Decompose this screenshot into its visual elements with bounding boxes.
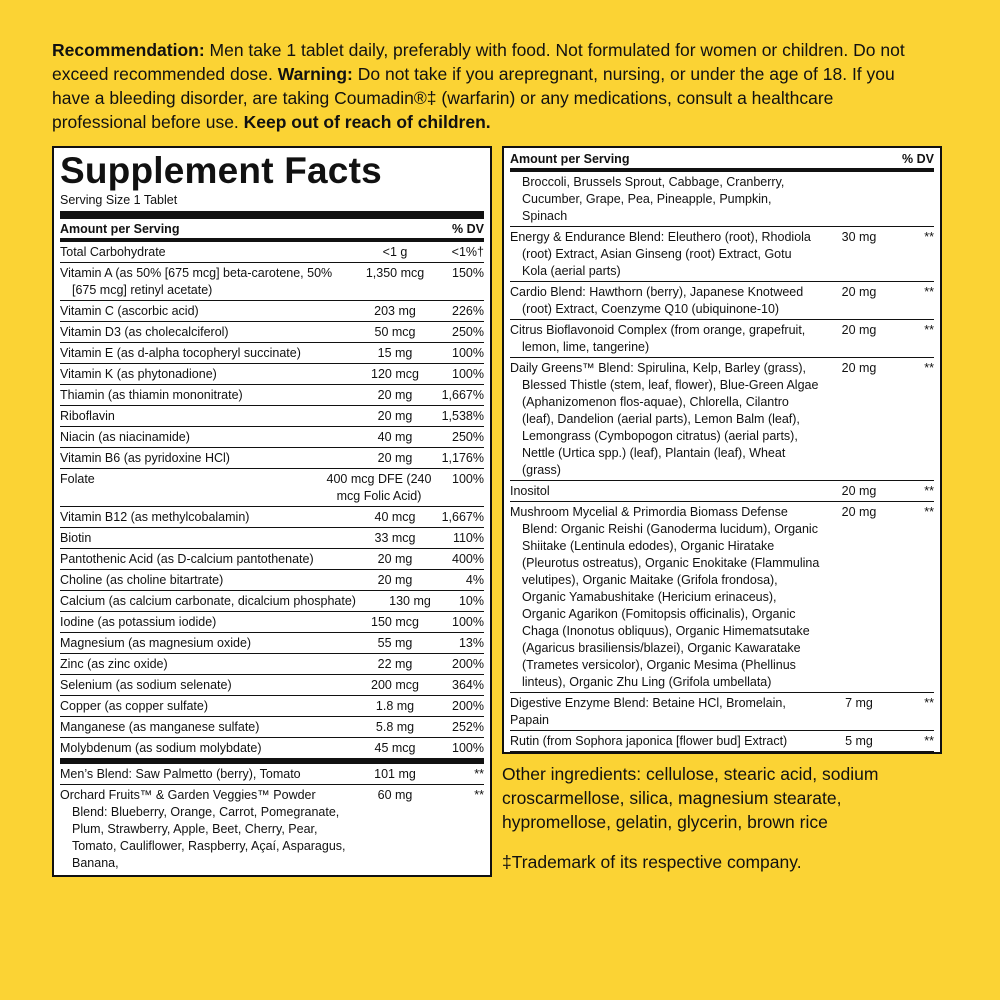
table-row bbox=[510, 481, 934, 502]
amount-value: 20 mg bbox=[841, 361, 877, 375]
dv-value: ** bbox=[924, 230, 934, 244]
table-row bbox=[60, 549, 484, 570]
dv-header: % DV bbox=[452, 222, 484, 236]
nutrient-name: Selenium (as sodium selenate) bbox=[60, 678, 232, 692]
amount-value: 150 mcg bbox=[371, 615, 419, 629]
nutrient-name: Vitamin B12 (as methylcobalamin) bbox=[60, 510, 250, 524]
nutrient-name: Cardio Blend: Hawthorn (berry), Japanese Knotweed (root) Extract, Coenzyme Q10 (ubiquinone-10) bbox=[510, 285, 804, 316]
table-row bbox=[60, 591, 484, 612]
nutrient-name: Molybdenum (as sodium molybdate) bbox=[60, 741, 262, 755]
dv-value: ** bbox=[924, 696, 934, 710]
table-row bbox=[60, 570, 484, 591]
table-row bbox=[60, 764, 484, 785]
amount-value: 5.8 mg bbox=[375, 720, 415, 734]
nutrient-name: Vitamin K (as phytonadione) bbox=[60, 367, 217, 381]
amount-value: 20 mg bbox=[841, 505, 877, 519]
nutrient-name: Magnesium (as magnesium oxide) bbox=[60, 636, 252, 650]
amount-value: 45 mcg bbox=[374, 741, 416, 755]
dv-value: 400% bbox=[452, 552, 484, 566]
table-header bbox=[60, 219, 484, 242]
nutrient-name: Choline (as choline bitartrate) bbox=[60, 573, 224, 587]
table-row bbox=[60, 364, 484, 385]
table-row bbox=[60, 696, 484, 717]
amount-value: 20 mg bbox=[377, 409, 413, 423]
table-row bbox=[60, 242, 484, 263]
dv-value: 200% bbox=[452, 657, 484, 671]
warning-text: Do not take if you arepregnant, nursing, or under the age of 18. If you have a bleeding disorder, are taking Coumadin®‡ (warfarin) or any medications, consult a healthcare professional before use. bbox=[52, 64, 895, 132]
nutrient-name: Broccoli, Brussels Sprout, Cabbage, Cranberry, Cucumber, Grape, Pea, Pineapple, Pumpkin, Spinach bbox=[522, 175, 785, 223]
table-row bbox=[60, 406, 484, 427]
supplement-facts-title: Supplement Facts bbox=[60, 150, 382, 191]
table-row bbox=[60, 322, 484, 343]
nutrient-name: Inositol bbox=[510, 484, 550, 498]
recommendation-label: Recommendation: bbox=[52, 40, 205, 60]
amount-value: 120 mcg bbox=[371, 367, 419, 381]
nutrient-name: Folate bbox=[60, 472, 95, 486]
nutrient-name: Vitamin B6 (as pyridoxine HCl) bbox=[60, 451, 230, 465]
warning-label: Warning: bbox=[277, 64, 353, 84]
amount-value: 7 mg bbox=[845, 696, 873, 710]
dv-value: 100% bbox=[452, 367, 484, 381]
amount-value: 20 mg bbox=[377, 451, 413, 465]
dv-value: ** bbox=[924, 323, 934, 337]
amount-value: 20 mg bbox=[841, 484, 877, 498]
table-row bbox=[60, 675, 484, 696]
amount-value: 50 mcg bbox=[374, 325, 416, 339]
table-row bbox=[510, 227, 934, 282]
dv-value: ** bbox=[924, 734, 934, 748]
amount-header: Amount per Serving bbox=[510, 152, 630, 166]
dv-value: 1,667% bbox=[441, 510, 484, 524]
table-row bbox=[60, 654, 484, 675]
dv-value: 10% bbox=[458, 594, 484, 608]
table-row bbox=[60, 448, 484, 469]
dv-value: 110% bbox=[452, 531, 484, 545]
dv-value: 100% bbox=[452, 472, 484, 486]
amount-value: 101 mg bbox=[374, 767, 416, 781]
table-row bbox=[60, 507, 484, 528]
amount-value: 1,350 mcg bbox=[365, 266, 425, 280]
recommendation-paragraph bbox=[52, 38, 932, 134]
trademark-note: ‡Trademark of its respective company. bbox=[502, 852, 802, 872]
nutrient-name: Daily Greens™ Blend: Spirulina, Kelp, Barley (grass), Blessed Thistle (stem, leaf, flower), Blue-Green Algae (Aphanizomenon flos-aquae), Chlorella, Cilantro (leaf), Dandelion (aerial parts), Lemon Balm (leaf), Lemongrass (Cymbopogon citratus) (aerial parts), Nettle (Urtica spp.) (leaf), Plantain (leaf), Wheat (grass) bbox=[510, 361, 819, 477]
nutrient-name: Zinc (as zinc oxide) bbox=[60, 657, 168, 671]
dv-value: 1,176% bbox=[441, 451, 484, 465]
dv-value: 252% bbox=[452, 720, 484, 734]
table-row bbox=[60, 301, 484, 322]
dv-value: 1,538% bbox=[441, 409, 484, 423]
amount-value: 203 mg bbox=[374, 304, 416, 318]
amount-value: 22 mg bbox=[377, 657, 413, 671]
dv-value: 226% bbox=[452, 304, 484, 318]
dv-value: <1%† bbox=[451, 245, 484, 259]
nutrient-name: Vitamin D3 (as cholecalciferol) bbox=[60, 325, 229, 339]
amount-value: 20 mg bbox=[841, 323, 877, 337]
nutrient-name: Iodine (as potassium iodide) bbox=[60, 615, 217, 629]
amount-value: 200 mcg bbox=[371, 678, 419, 692]
amount-header: Amount per Serving bbox=[60, 222, 180, 236]
table-row bbox=[510, 752, 934, 754]
table-row bbox=[510, 693, 934, 731]
nutrient-name: Thiamin (as thiamin mononitrate) bbox=[60, 388, 243, 402]
dv-value: ** bbox=[474, 788, 484, 802]
amount-value: 400 mcg DFE (240 mcg Folic Acid) bbox=[326, 472, 432, 503]
table-row bbox=[60, 612, 484, 633]
nutrient-name: Mushroom Mycelial & Primordia Biomass Defense Blend: Organic Reishi (Ganoderma lucidum), Organic Shiitake (Lentinula edodes), Organic Hiratake (Pleurotus ostreatus), Organic Enokitake (Flammulina velutipes), Organic Maitake (Grifola frondosa), Organic Yamabushitake (Hericium erinaceus), Organic Agarikon (Fomitopsis officinalis), Organic Chaga (Inonotus obliquus), Organic Himematsutake (Agaricus brasiliensis/blazei), Organic Kawaratake (Trametes versicolor), Organic Mesima (Phellinus linteus), Organic Zhu Ling (Grifola umbellata) bbox=[510, 505, 820, 689]
table-row bbox=[510, 320, 934, 358]
amount-value: 33 mcg bbox=[374, 531, 416, 545]
dv-value: ** bbox=[924, 361, 934, 375]
amount-value: 40 mcg bbox=[374, 510, 416, 524]
nutrient-name: Vitamin A (as 50% [675 mcg] beta-carotene, 50% [675 mcg] retinyl acetate) bbox=[60, 266, 333, 297]
recommendation-text: Men take 1 tablet daily, preferably with food. Not formulated for women or children. Do not exceed recommended dose. bbox=[52, 40, 905, 84]
amount-value: 30 mg bbox=[841, 230, 877, 244]
nutrient-name: Energy & Endurance Blend: Eleuthero (root), Rhodiola (root) Extract, Asian Ginseng (root) Extract, Gotu Kola (aerial parts) bbox=[510, 230, 811, 278]
nutrient-name: Pantothenic Acid (as D-calcium pantothenate) bbox=[60, 552, 314, 566]
table-row bbox=[510, 358, 934, 481]
keep-out-label: Keep out of reach of children. bbox=[243, 112, 491, 132]
table-row bbox=[510, 502, 934, 693]
nutrient-name: Men’s Blend: Saw Palmetto (berry), Tomato bbox=[60, 767, 301, 781]
amount-value: 15 mg bbox=[377, 346, 413, 360]
table-row bbox=[60, 427, 484, 448]
supplement-facts-panel-left bbox=[52, 146, 492, 877]
dv-value: 100% bbox=[452, 346, 484, 360]
dv-value: 364% bbox=[452, 678, 484, 692]
other-ingredients: Other ingredients: cellulose, stearic acid, sodium croscarmellose, silica, magnesium stearate, hypromellose, gelatin, glycerin, brown rice bbox=[502, 764, 879, 832]
amount-value: 55 mg bbox=[377, 636, 413, 650]
table-row bbox=[60, 633, 484, 654]
table-header bbox=[510, 148, 934, 172]
table-row bbox=[60, 263, 484, 301]
nutrient-name: Manganese (as manganese sulfate) bbox=[60, 720, 260, 734]
dv-value: 100% bbox=[452, 615, 484, 629]
nutrient-name: Orchard Fruits™ & Garden Veggies™ Powder Blend: Blueberry, Orange, Carrot, Pomegranate, Plum, Strawberry, Apple, Beet, Cherry, Pear, Tomato, Cauliflower, Raspberry, Açaí, Asparagus, Banana, bbox=[60, 788, 346, 870]
table-row bbox=[60, 528, 484, 549]
serving-size: Serving Size 1 Tablet bbox=[60, 191, 484, 219]
nutrient-name: Niacin (as niacinamide) bbox=[60, 430, 190, 444]
nutrient-name: Calcium (as calcium carbonate, dicalcium phosphate) bbox=[60, 594, 356, 608]
table-row bbox=[60, 785, 484, 873]
nutrient-name: Citrus Bioflavonoid Complex (from orange, grapefruit, lemon, lime, tangerine) bbox=[510, 323, 806, 354]
dv-value: 100% bbox=[452, 741, 484, 755]
dv-value: ** bbox=[924, 285, 934, 299]
nutrient-name: Riboflavin bbox=[60, 409, 115, 423]
amount-value: 130 mg bbox=[389, 594, 431, 608]
table-row bbox=[60, 738, 484, 764]
table-row bbox=[510, 172, 934, 227]
amount-value: 5 mg bbox=[845, 734, 873, 748]
amount-value: 20 mg bbox=[841, 285, 877, 299]
nutrient-name: Vitamin C (ascorbic acid) bbox=[60, 304, 199, 318]
table-row bbox=[60, 469, 484, 507]
dv-value: ** bbox=[924, 484, 934, 498]
dv-header: % DV bbox=[902, 152, 934, 166]
dv-value: 200% bbox=[452, 699, 484, 713]
nutrient-name: Biotin bbox=[60, 531, 92, 545]
table-row bbox=[60, 385, 484, 406]
nutrient-name: Total Carbohydrate bbox=[60, 245, 166, 259]
nutrient-name: Vitamin E (as d-alpha tocopheryl succinate) bbox=[60, 346, 301, 360]
dv-value: ** bbox=[924, 505, 934, 519]
dv-value: 4% bbox=[465, 573, 484, 587]
nutrient-name: Copper (as copper sulfate) bbox=[60, 699, 208, 713]
supplement-facts-panel-right bbox=[502, 146, 942, 754]
dv-value bbox=[894, 174, 934, 225]
table-row bbox=[510, 731, 934, 752]
amount-value: 20 mg bbox=[377, 552, 413, 566]
nutrient-name: Digestive Enzyme Blend: Betaine HCl, Bromelain, Papain bbox=[510, 696, 786, 727]
dv-value: 1,667% bbox=[441, 388, 484, 402]
dv-value: 13% bbox=[458, 636, 484, 650]
dv-value: 150% bbox=[452, 266, 484, 280]
dv-value: ** bbox=[474, 767, 484, 781]
amount-value: 20 mg bbox=[377, 573, 413, 587]
dv-value: 250% bbox=[452, 430, 484, 444]
amount-value: 40 mg bbox=[377, 430, 413, 444]
amount-value: 60 mg bbox=[377, 788, 413, 802]
amount-value bbox=[824, 174, 894, 225]
amount-value: 20 mg bbox=[377, 388, 413, 402]
table-row bbox=[60, 717, 484, 738]
table-row bbox=[60, 343, 484, 364]
amount-value: <1 g bbox=[382, 245, 408, 259]
dv-value: 250% bbox=[452, 325, 484, 339]
nutrient-name: Rutin (from Sophora japonica [flower bud] Extract) bbox=[510, 734, 788, 748]
amount-value: 1.8 mg bbox=[375, 699, 415, 713]
table-row bbox=[510, 282, 934, 320]
